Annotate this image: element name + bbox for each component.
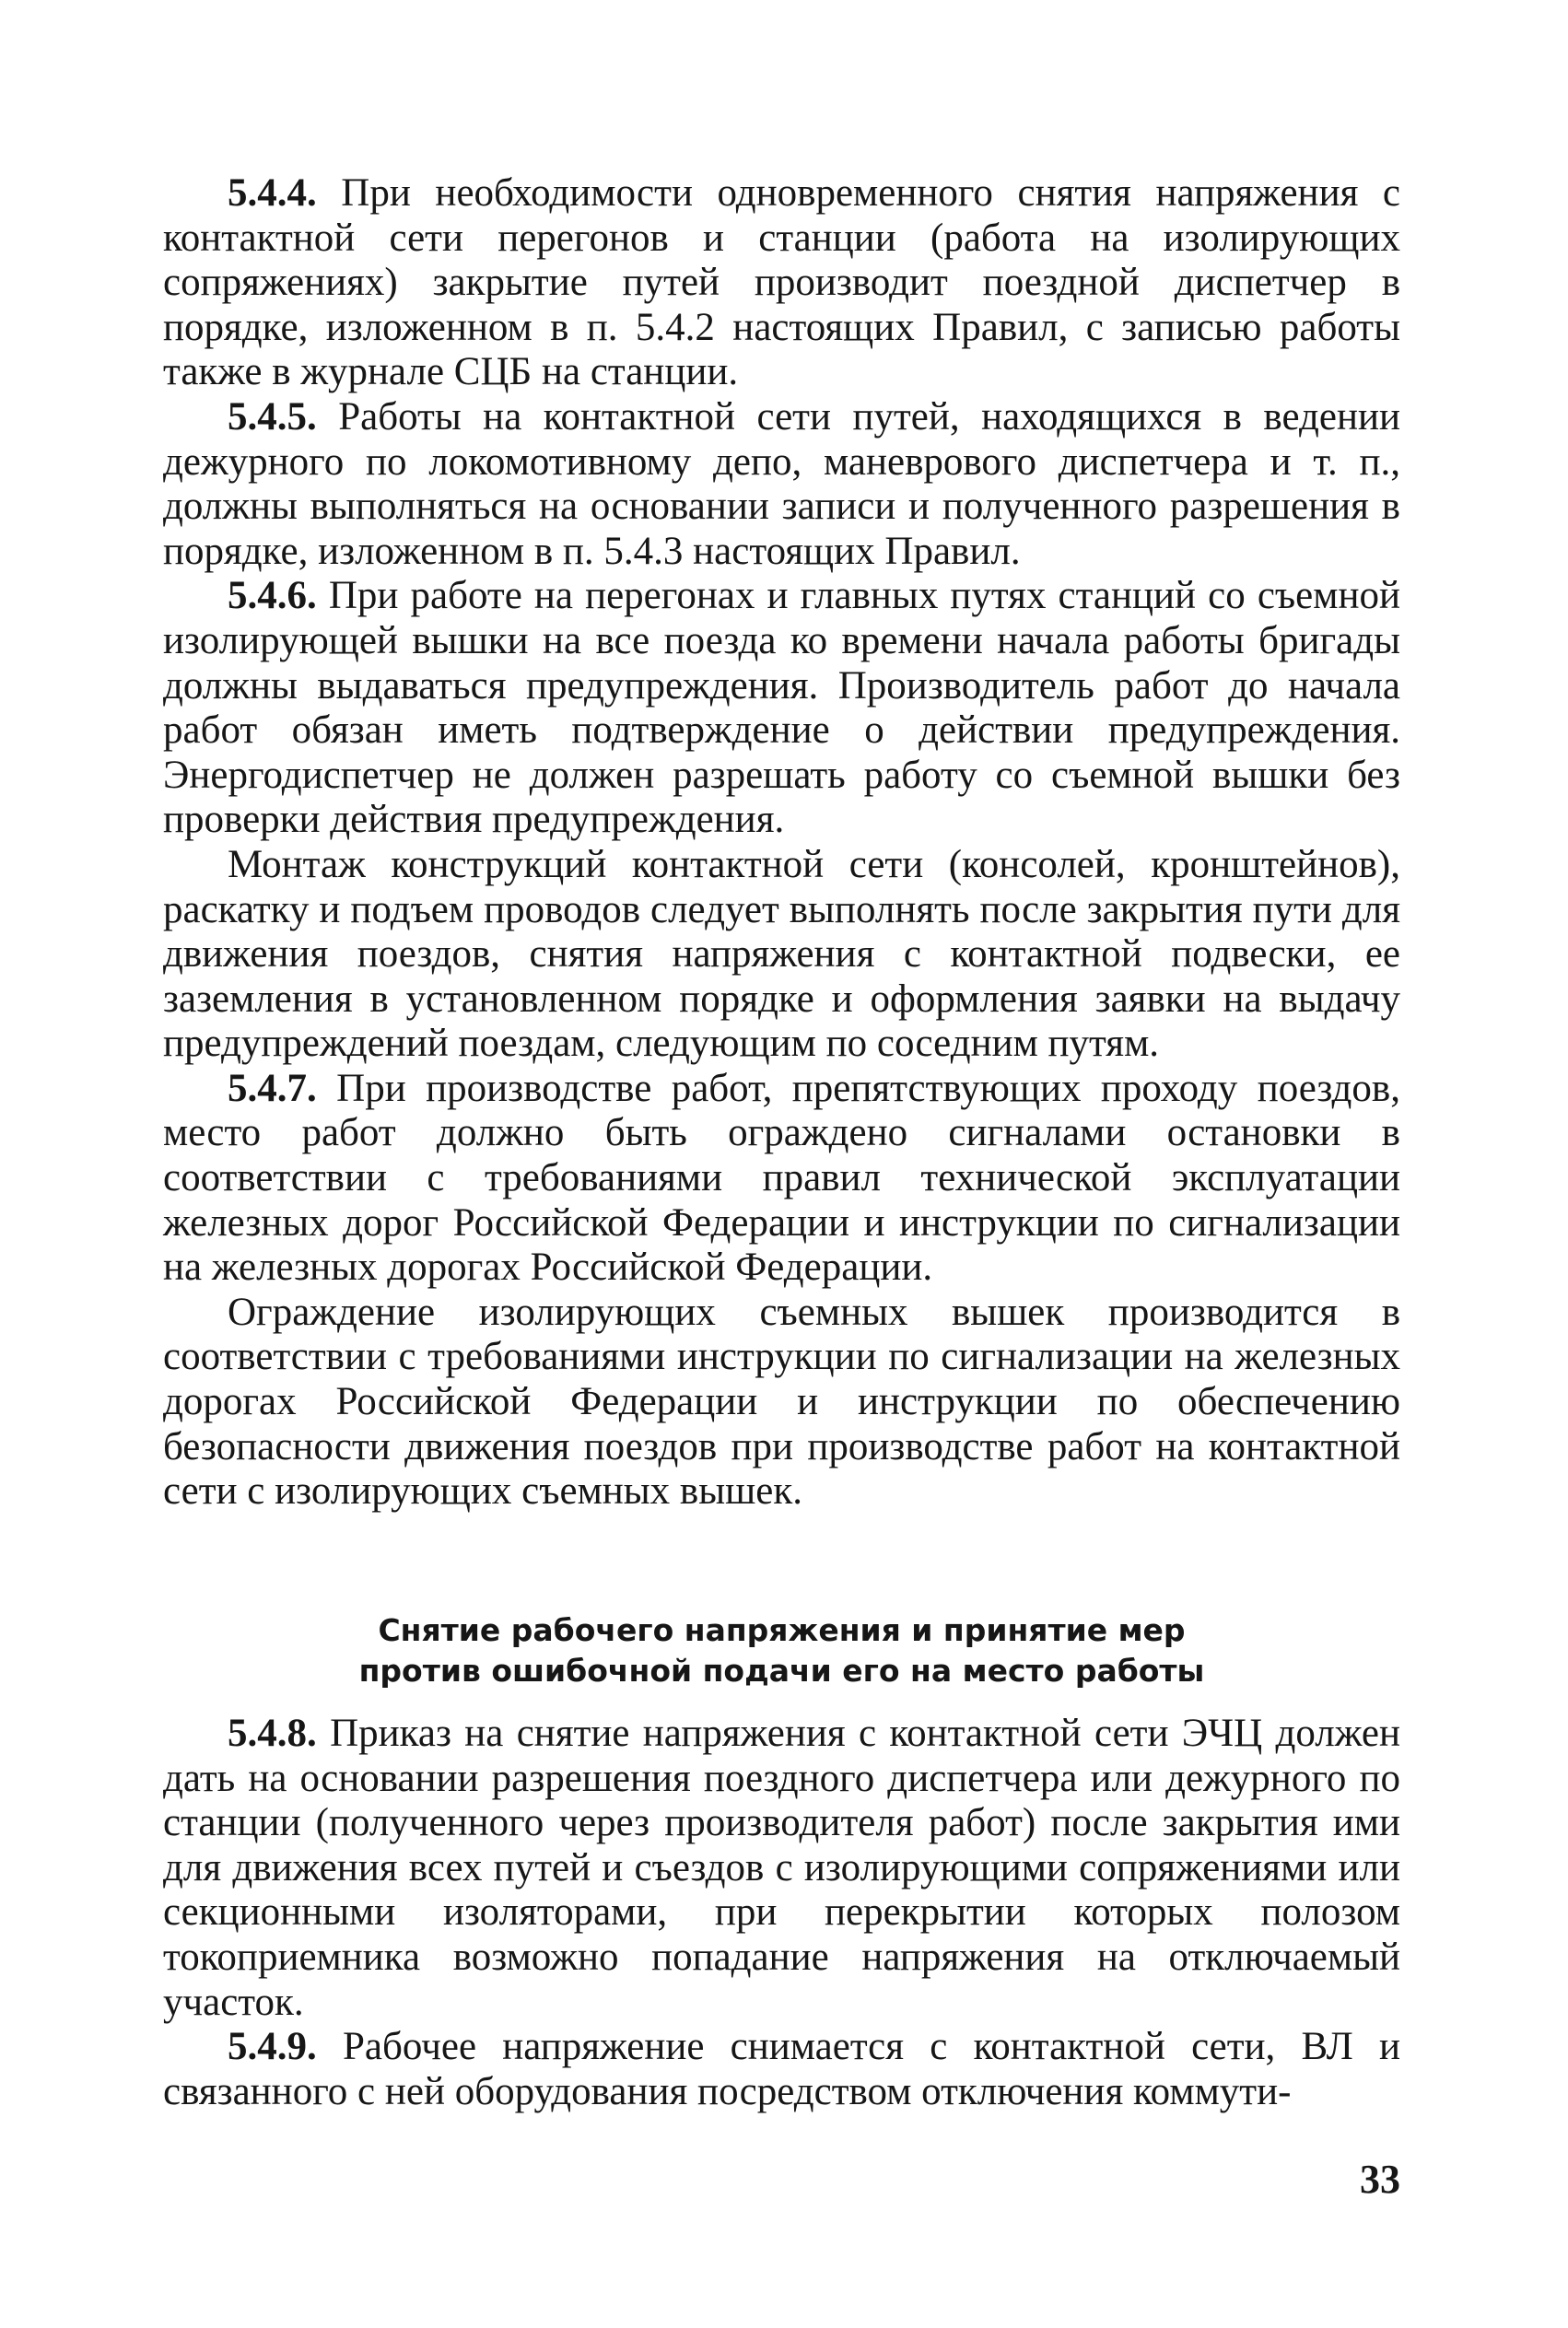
- paragraph-5-4-5: [163, 395, 1400, 574]
- paragraph-5-4-8: [163, 1712, 1400, 2025]
- section-heading-line-1: Снятие рабочего напряжения и принятие мер: [378, 1612, 1186, 1648]
- clause-text: Работы на контактной сети путей, находящихся в ведении дежурного по локомотивному депо, маневрового диспетчера и т. п., должны выполняться на основании записи и полученного разрешения в порядке, изложенном в п. 5.4.3 настоящих Правил.: [163, 394, 1400, 573]
- paragraph-5-4-4: [163, 171, 1400, 395]
- clause-text: Рабочее напряжение снимается с контактной сети, ВЛ и связанного с ней оборудования посредством отключения коммути-: [163, 2025, 1400, 2113]
- paragraph-5-4-7: [163, 1067, 1400, 1291]
- clause-text: Ограждение изолирующих съемных вышек производится в соответствии с требованиями инструкции по сигнализации на железных дорогах Российской Федерации и инструкции по обеспечению безопасности движения поездов при производстве работ на контактной сети с изолирующих съемных вышек.: [163, 1290, 1400, 1514]
- clause-number: 5.4.4.: [228, 171, 317, 215]
- clause-number: 5.4.7.: [228, 1066, 317, 1110]
- clause-number: 5.4.8.: [228, 1712, 317, 1755]
- section-heading: [163, 1610, 1400, 1691]
- clause-text: Монтаж конструкций контактной сети (консолей, кронштейнов), раскатку и подъем проводов следует выполнять после закрытия пути для движения поездов, снятия напряжения с контактной подвески, ее заземления в установленном порядке и оформления заявки на выдачу предупреждений поездам, следующим по соседним путям.: [163, 842, 1400, 1066]
- paragraph-fencing: [163, 1291, 1400, 1515]
- clause-number: 5.4.6.: [228, 574, 317, 618]
- page-number: 33: [1360, 2157, 1400, 2202]
- body-text-upper: [163, 171, 1400, 1515]
- section-heading-line-2: против ошибочной подачи его на место работы: [358, 1653, 1205, 1689]
- clause-text: При необходимости одновременного снятия напряжения с контактной сети перегонов и станции (работа на изолирующих сопряжениях) закрытие путей производит поездной диспетчер в порядке, изложенном в п. 5.4.2 настоящих Правил, с записью работы также в журнале СЦБ на станции.: [163, 171, 1400, 394]
- clause-text: Приказ на снятие напряжения с контактной сети ЭЧЦ должен дать на основании разрешения поездного диспетчера или дежурного по станции (полученного через производителя работ) после закрытия ими для движения всех путей и съездов с изолирующими сопряжениями или секционными изоляторами, при перекрытии которых полозом токоприемника возможно попадание напряжения на отключаемый участок.: [163, 1712, 1400, 2024]
- clause-text: При производстве работ, препятствующих проходу поездов, место работ должно быть ограждено сигналами остановки в соответствии с требованиями правил технической эксплуатации железных дорог Российской Федерации и инструкции по сигнализации на железных дорогах Российской Федерации.: [163, 1066, 1400, 1290]
- clause-number: 5.4.9.: [228, 2025, 317, 2069]
- paragraph-5-4-9: [163, 2025, 1400, 2114]
- clause-text: При работе на перегонах и главных путях станций со съемной изолирующей вышки на все поезда ко времени начала работы бригады должны выдаваться предупреждения. Производитель работ до начала работ обязан иметь подтверждение о действии предупреждения. Энергодиспетчер не должен разрешать работу со съемной вышки без проверки действия предупреждения.: [163, 574, 1400, 842]
- clause-number: 5.4.5.: [228, 394, 317, 439]
- paragraph-5-4-6: [163, 574, 1400, 843]
- paragraph-mounting: [163, 843, 1400, 1067]
- body-text-lower: [163, 1712, 1400, 2114]
